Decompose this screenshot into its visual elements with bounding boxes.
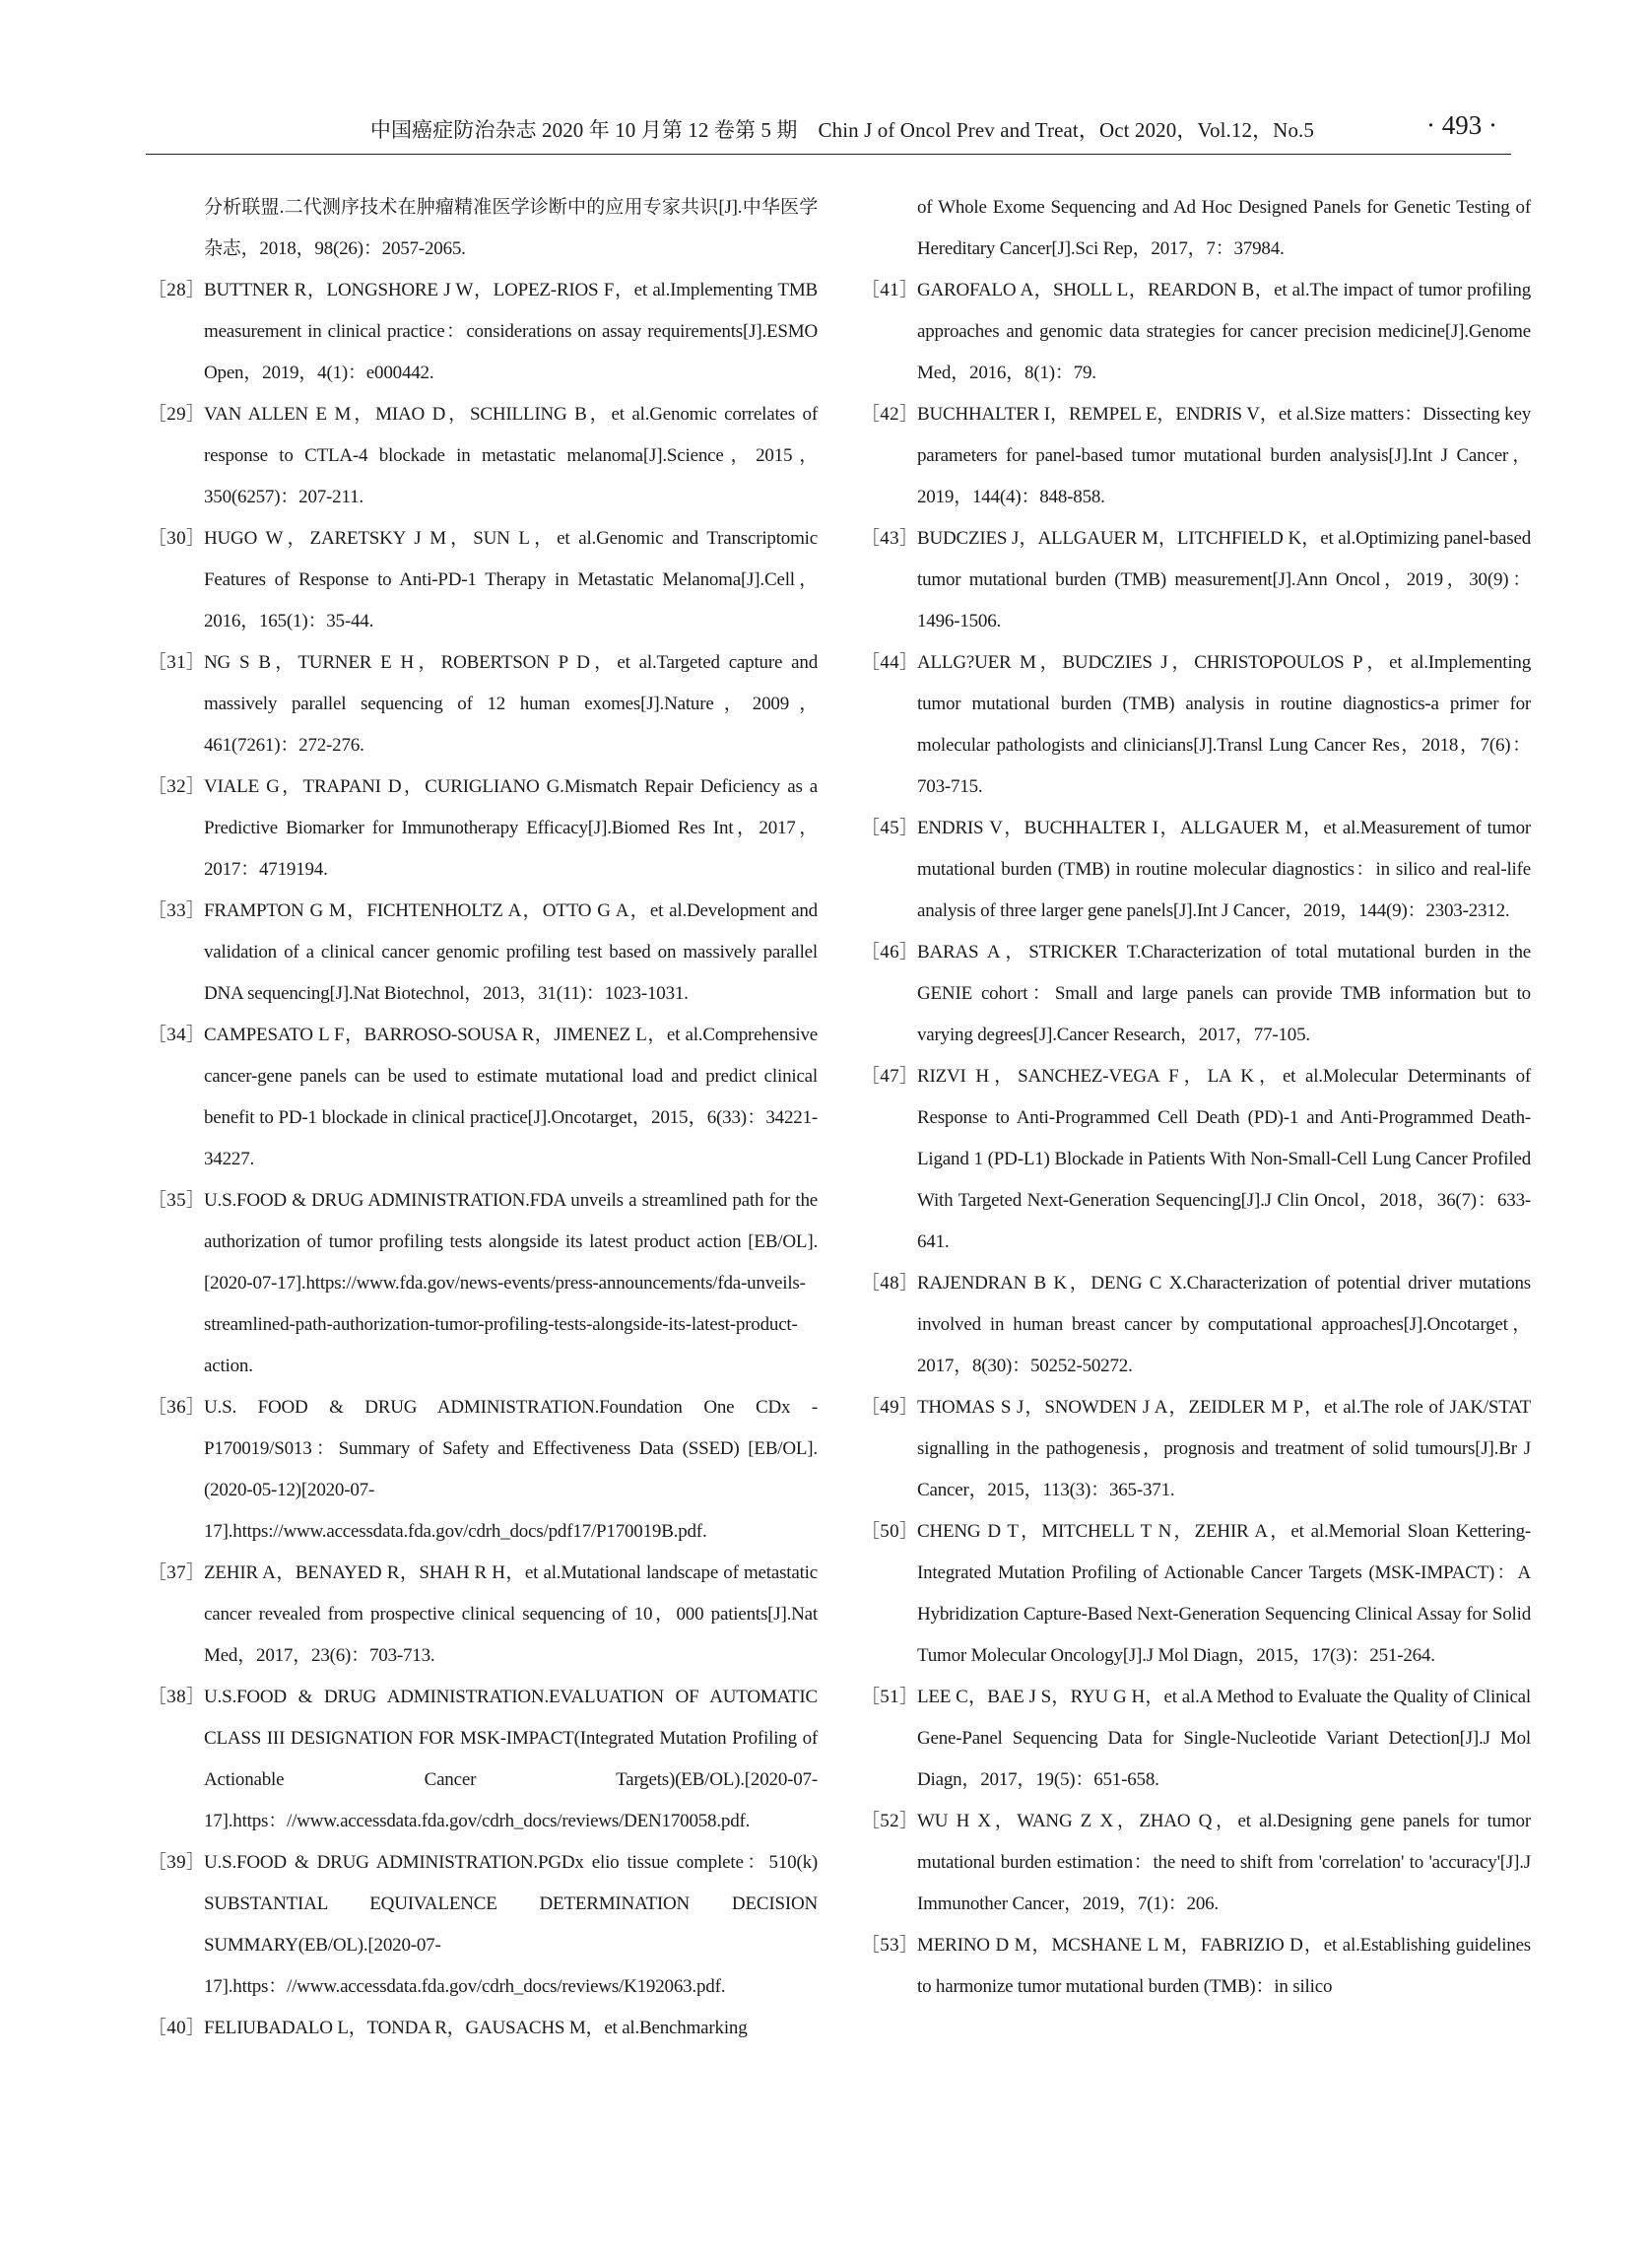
reference-item	[148, 1842, 818, 2008]
reference-text: RAJENDRAN B K，DENG C X.Characterization of potential driver mutations involved in human breast cancer by computational approaches[J].Oncotarget，2017，8(30)：50252-50272.	[917, 1273, 1531, 1376]
reference-number: ［40］	[148, 2018, 206, 2038]
reference-number: ［28］	[148, 280, 206, 300]
reference-item	[861, 1056, 1531, 1263]
reference-number: ［42］	[861, 404, 919, 425]
reference-text: MERINO D M，MCSHANE L M，FABRIZIO D，et al.Establishing guidelines to harmonize tumor mutational burden (TMB)：in silico	[917, 1935, 1531, 1997]
reference-text: U.S.FOOD & DRUG ADMINISTRATION.PGDx elio tissue complete：510(k) SUBSTANTIAL EQUIVALENCE DETERMINATION DECISION SUMMARY(EB/OL).[2020-07-17].https：//www.accessdata.fda.gov/cdrh_docs/reviews/K192063.pdf.	[204, 1852, 818, 1997]
reference-item	[861, 1677, 1531, 1801]
reference-text: BARAS A，STRICKER T.Characterization of total mutational burden in the GENIE cohort：Small and large panels can provide TMB information but to varying degrees[J].Cancer Research，2017，77-105.	[917, 942, 1531, 1045]
reference-number: ［36］	[148, 1397, 206, 1418]
reference-text: of Whole Exome Sequencing and Ad Hoc Designed Panels for Genetic Testing of Hereditary Cancer[J].Sci Rep，2017，7：37984.	[917, 197, 1531, 259]
reference-number: ［50］	[861, 1521, 919, 1542]
reference-text: U.S.FOOD & DRUG ADMINISTRATION.EVALUATION OF AUTOMATIC CLASS III DESIGNATION FOR MSK-IMPACT(Integrated Mutation Profiling of Actionable Cancer Targets)(EB/OL).[2020-07-17].https：//www.accessdata.fda.gov/cdrh_docs/reviews/DEN170058.pdf.	[204, 1687, 818, 1831]
reference-item	[148, 1677, 818, 1842]
reference-text: NG S B，TURNER E H，ROBERTSON P D，et al.Targeted capture and massively parallel sequencing of 12 human exomes[J].Nature，2009，461(7261)：272-276.	[204, 652, 818, 756]
reference-text: RIZVI H，SANCHEZ-VEGA F，LA K，et al.Molecular Determinants of Response to Anti-Programmed Cell Death (PD)-1 and Anti-Programmed Death-Ligand 1 (PD-L1) Blockade in Patients With Non-Small-Cell Lung Cancer Profiled With Targeted Next-Generation Sequencing[J].J Clin Oncol，2018，36(7)：633-641.	[917, 1066, 1531, 1252]
reference-item	[148, 2008, 818, 2049]
reference-text: HUGO W，ZARETSKY J M，SUN L，et al.Genomic and Transcriptomic Features of Response to Anti-PD-1 Therapy in Metastatic Melanoma[J].Cell，2016，165(1)：35-44.	[204, 528, 818, 631]
reference-item	[861, 1511, 1531, 1677]
reference-number: ［49］	[861, 1397, 919, 1418]
page-number: · 493 ·	[1426, 110, 1497, 140]
reference-text: VIALE G，TRAPANI D，CURIGLIANO G.Mismatch Repair Deficiency as a Predictive Biomarker for Immunotherapy Efficacy[J].Biomed Res Int，2017，2017：4719194.	[204, 776, 818, 880]
reference-number: ［43］	[861, 528, 919, 549]
reference-text: VAN ALLEN E M，MIAO D，SCHILLING B，et al.Genomic correlates of response to CTLA-4 blockade in metastatic melanoma[J].Science，2015，350(6257)：207-211.	[204, 404, 818, 507]
reference-number: ［45］	[861, 818, 919, 838]
reference-text: ZEHIR A，BENAYED R，SHAH R H，et al.Mutational landscape of metastatic cancer revealed from prospective clinical sequencing of 10，000 patients[J].Nat Med，2017，23(6)：703-713.	[204, 1562, 818, 1666]
reference-item	[861, 1925, 1531, 2008]
reference-number: ［37］	[148, 1562, 206, 1583]
reference-number: ［52］	[861, 1811, 919, 1831]
left-column	[148, 187, 818, 2049]
reference-number: ［48］	[861, 1273, 919, 1294]
reference-text: GAROFALO A，SHOLL L，REARDON B，et al.The impact of tumor profiling approaches and genomic data strategies for cancer precision medicine[J].Genome Med，2016，8(1)：79.	[917, 280, 1531, 383]
reference-item	[148, 642, 818, 766]
reference-number: ［30］	[148, 528, 206, 549]
reference-item	[148, 1015, 818, 1180]
reference-number: ［41］	[861, 280, 919, 300]
reference-number: ［39］	[148, 1852, 206, 1873]
reference-item	[148, 1180, 818, 1387]
reference-number: ［47］	[861, 1066, 919, 1087]
reference-text: THOMAS S J，SNOWDEN J A，ZEIDLER M P，et al.The role of JAK/STAT signalling in the pathogenesis，prognosis and treatment of solid tumours[J].Br J Cancer，2015，113(3)：365-371.	[917, 1397, 1531, 1500]
reference-item	[861, 1263, 1531, 1387]
reference-text: WU H X，WANG Z X，ZHAO Q，et al.Designing gene panels for tumor mutational burden estimation：the need to shift from 'correlation' to 'accuracy'[J].J Immunother Cancer，2019，7(1)：206.	[917, 1811, 1531, 1914]
reference-text: FELIUBADALO L，TONDA R，GAUSACHS M，et al.Benchmarking	[204, 2018, 748, 2038]
reference-item	[861, 808, 1531, 932]
reference-number: ［53］	[861, 1935, 919, 1956]
reference-number: ［44］	[861, 652, 919, 673]
reference-text: ENDRIS V，BUCHHALTER I，ALLGAUER M，et al.Measurement of tumor mutational burden (TMB) in routine molecular diagnostics：in silico and real-life analysis of three larger gene panels[J].Int J Cancer，2019，144(9)：2303-2312.	[917, 818, 1531, 921]
reference-item	[148, 1553, 818, 1677]
reference-number: ［34］	[148, 1025, 206, 1045]
reference-item	[148, 1387, 818, 1553]
reference-text: U.S.FOOD & DRUG ADMINISTRATION.FDA unveils a streamlined path for the authorization of tumor profiling tests alongside its latest product action [EB/OL].[2020-07-17].https://www.fda.gov/news-events/press-announcements/fda-unveils-streamlined-path-authorization-tumor-profiling-tests-alongside-its-latest-product-action.	[204, 1190, 818, 1376]
reference-item	[148, 270, 818, 394]
reference-number: ［29］	[148, 404, 206, 425]
right-column	[861, 187, 1531, 2008]
reference-text: BUDCZIES J，ALLGAUER M，LITCHFIELD K，et al.Optimizing panel-based tumor mutational burden (TMB) measurement[J].Ann Oncol，2019，30(9)：1496-1506.	[917, 528, 1531, 631]
running-header	[146, 106, 1511, 155]
reference-item	[148, 766, 818, 891]
reference-item	[861, 518, 1531, 642]
reference-text: CHENG D T，MITCHELL T N，ZEHIR A，et al.Memorial Sloan Kettering-Integrated Mutation Profiling of Actionable Cancer Targets (MSK-IMPACT)：A Hybridization Capture-Based Next-Generation Sequencing Clinical Assay for Solid Tumor Molecular Oncology[J].J Mol Diagn，2015，17(3)：251-264.	[917, 1521, 1531, 1666]
reference-item	[861, 932, 1531, 1056]
journal-citation: 中国癌症防治杂志 2020 年 10 月第 12 卷第 5 期 Chin J of Oncol Prev and Treat，Oct 2020，Vol.12，No.5	[369, 118, 1314, 142]
reference-text: LEE C，BAE J S，RYU G H，et al.A Method to Evaluate the Quality of Clinical Gene-Panel Sequencing Data for Single-Nucleotide Variant Detection[J].J Mol Diagn，2017，19(5)：651-658.	[917, 1687, 1531, 1790]
reference-text: ALLG?UER M，BUDCZIES J，CHRISTOPOULOS P，et al.Implementing tumor mutational burden (TMB) analysis in routine diagnostics-a primer for molecular pathologists and clinicians[J].Transl Lung Cancer Res，2018，7(6)：703-715.	[917, 652, 1531, 797]
reference-item	[148, 394, 818, 518]
reference-number: ［35］	[148, 1190, 206, 1211]
reference-item	[861, 1387, 1531, 1511]
reference-text: CAMPESATO L F，BARROSO-SOUSA R，JIMENEZ L，et al.Comprehensive cancer-gene panels can be used to estimate mutational load and predict clinical benefit to PD-1 blockade in clinical practice[J].Oncotarget，2015，6(33)：34221-34227.	[204, 1025, 818, 1169]
reference-text: BUCHHALTER I，REMPEL E，ENDRIS V，et al.Size matters：Dissecting key parameters for panel-based tumor mutational burden analysis[J].Int J Cancer，2019，144(4)：848-858.	[917, 404, 1531, 507]
reference-item	[148, 518, 818, 642]
reference-item	[861, 642, 1531, 808]
reference-text: 分析联盟.二代测序技术在肿瘤精准医学诊断中的应用专家共识[J].中华医学杂志，2018，98(26)：2057-2065.	[204, 197, 818, 259]
reference-text: BUTTNER R，LONGSHORE J W，LOPEZ-RIOS F，et al.Implementing TMB measurement in clinical practice：considerations on assay requirements[J].ESMO Open，2019，4(1)：e000442.	[204, 280, 818, 383]
reference-number: ［31］	[148, 652, 206, 673]
reference-item	[861, 187, 1531, 270]
reference-text: FRAMPTON G M，FICHTENHOLTZ A，OTTO G A，et al.Development and validation of a clinical cancer genomic profiling test based on massively parallel DNA sequencing[J].Nat Biotechnol，2013，31(11)：1023-1031.	[204, 900, 818, 1004]
reference-item	[861, 1801, 1531, 1925]
reference-number: ［51］	[861, 1687, 919, 1707]
reference-number: ［46］	[861, 942, 919, 963]
reference-number: ［32］	[148, 776, 206, 797]
reference-text: U.S. FOOD & DRUG ADMINISTRATION.Foundation One CDx - P170019/S013：Summary of Safety and Effectiveness Data (SSED) [EB/OL].(2020-05-12)[2020-07-17].https://www.accessdata.fda.gov/cdrh_docs/pdf17/P170019B.pdf.	[204, 1397, 818, 1542]
reference-item	[861, 394, 1531, 518]
reference-number: ［38］	[148, 1687, 206, 1707]
reference-item	[148, 891, 818, 1015]
reference-item	[861, 270, 1531, 394]
reference-number: ［33］	[148, 900, 206, 921]
reference-item	[148, 187, 818, 270]
